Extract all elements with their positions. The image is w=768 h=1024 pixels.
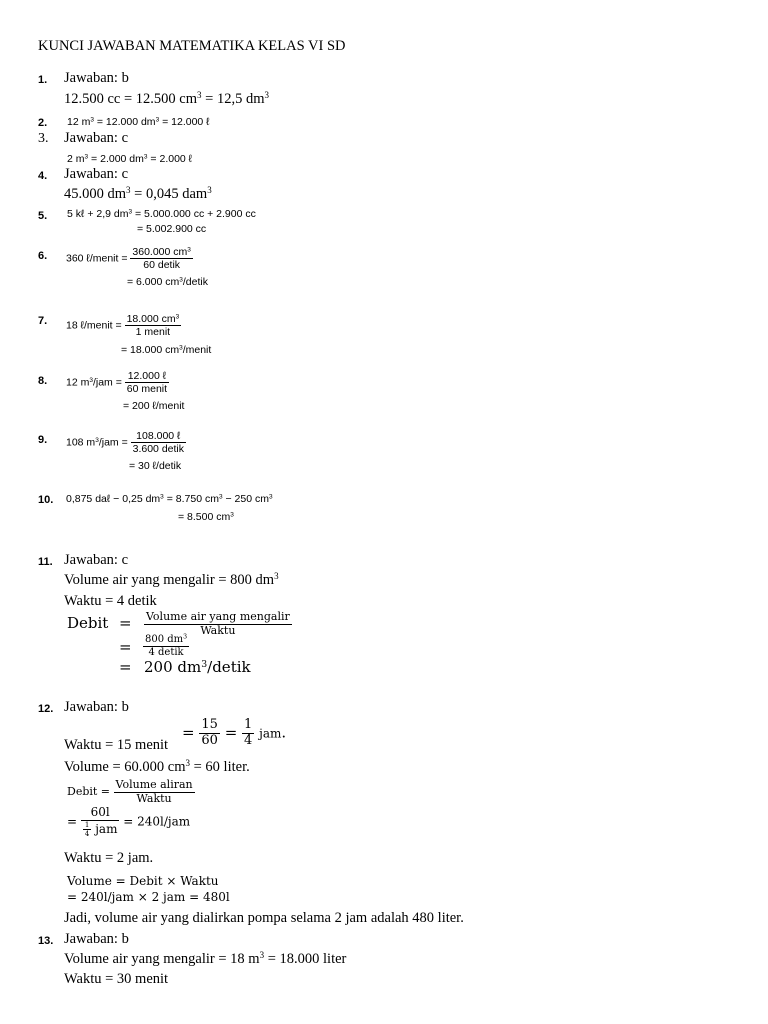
question-number: 5. (38, 210, 48, 222)
time-conversion: = $\frac{15}{60}$ = $\frac{1}{4}$ jam. (182, 717, 287, 748)
question-number: 3. (38, 131, 49, 146)
calc-line: 12 $m^3$/jam = $\frac{\text{12.000 ℓ}}{\text{60 menit}}$ (66, 370, 168, 396)
question-number: 12. (38, 703, 54, 715)
calc-line: 12 $m^3 = 12.000$ $dm^3 = 12.000$ ℓ (67, 116, 210, 128)
answer-line: Jawaban: b (64, 699, 129, 715)
calc-line: = 6.000 $cm^3$/detik (127, 276, 208, 288)
debit-formula: $\frac{\text{Volume air yang mengalir}}{\text{Waktu}}$ (146, 610, 290, 637)
volume-formula: Volume = Debit × Waktu (67, 874, 219, 888)
question-number: 6. (38, 250, 48, 262)
given-time: Waktu = 2 jam. (64, 850, 154, 866)
debit-calculation: = 60l $\frac{1}{4}$ jam = 240l/jam (67, 805, 191, 838)
question-number: 1. (38, 74, 48, 86)
calc-line: = 8.500 $cm^3$ (178, 511, 234, 523)
volume-calculation: = 240l/jam × 2 jam = 480l (67, 890, 230, 904)
given-time: Waktu = 15 menit (64, 737, 169, 753)
given-time: Waktu = 4 detik (64, 593, 157, 609)
answer-line: Jawaban: b (64, 931, 129, 947)
debit-formula: Debit = $\frac{\text{Volume aliran}}{\text{Waktu}}$ (67, 778, 193, 805)
calc-line: 2 $m^3 = 2.000$ $dm^3 = 2.000$ ℓ (67, 153, 193, 165)
conclusion: Jadi, volume air yang dialirkan pompa selama 2 jam adalah 480 liter. (64, 910, 464, 926)
equals-sign: = (119, 614, 132, 632)
answer-line: Jawaban: c (64, 130, 129, 146)
question-number: 7. (38, 315, 48, 327)
calc-line: = 18.000 $cm^3$/menit (121, 344, 212, 356)
calc-line: 12.500 cc = 12.500 $cm^3 = 12,5$ $dm^3$ (64, 90, 269, 107)
question-number: 11. (38, 556, 53, 568)
calc-line: 45.000 $dm^3 = 0,045$ dam$^3$ (64, 185, 212, 202)
given-volume: Volume air yang mengalir = 18 $m^3 = 18.000$ liter (64, 950, 347, 967)
calc-line: 0,875 daℓ − 0,25 $dm^3 = 8.750$ $cm^3 - 250$ $cm^3$ (66, 493, 273, 505)
equals-sign: = (119, 638, 132, 656)
calc-line: 360 ℓ/menit = $\frac{360.000 cm^3}{\text{60 detik}}$ (66, 246, 191, 272)
question-number: 2. (38, 117, 48, 129)
calc-line: 5 kℓ + 2,9 $dm^3 = 5.000.000$ cc + 2.900 cc (67, 208, 256, 220)
given-time: Waktu = 30 menit (64, 971, 169, 987)
answer-line: Jawaban: c (64, 552, 129, 568)
equals-sign: = (119, 658, 132, 676)
calc-line: = 200 ℓ/menit (123, 400, 185, 412)
calc-line: = 5.002.900 cc (137, 223, 207, 235)
calc-line: 18 ℓ/menit = $\frac{18.000 cm^3}{\text{1 menit}}$ (66, 313, 180, 339)
given-volume: Volume air yang mengalir = 800 $dm^3$ (64, 571, 279, 588)
calc-line: = 30 ℓ/detik (129, 460, 182, 472)
question-number: 10. (38, 494, 54, 506)
question-number: 4. (38, 170, 48, 182)
question-number: 8. (38, 375, 48, 387)
calc-line: 108 $m^3$/jam = $\frac{\text{108.000 ℓ}}{\text{3.600 detik}}$ (66, 430, 184, 456)
debit-result: 200 $dm^3$/detik (144, 658, 251, 676)
answer-line: Jawaban: b (64, 70, 129, 86)
debit-substitution: $\frac{800 dm^3}{\text{4 detik}}$ (145, 633, 188, 658)
debit-label: Debit (67, 614, 109, 632)
given-volume: Volume = 60.000 $cm^3 = 60$ liter. (64, 758, 250, 775)
page-title: KUNCI JAWABAN MATEMATIKA KELAS VI SD (38, 38, 346, 54)
question-number: 13. (38, 935, 54, 947)
question-number: 9. (38, 434, 48, 446)
answer-line: Jawaban: c (64, 166, 129, 182)
